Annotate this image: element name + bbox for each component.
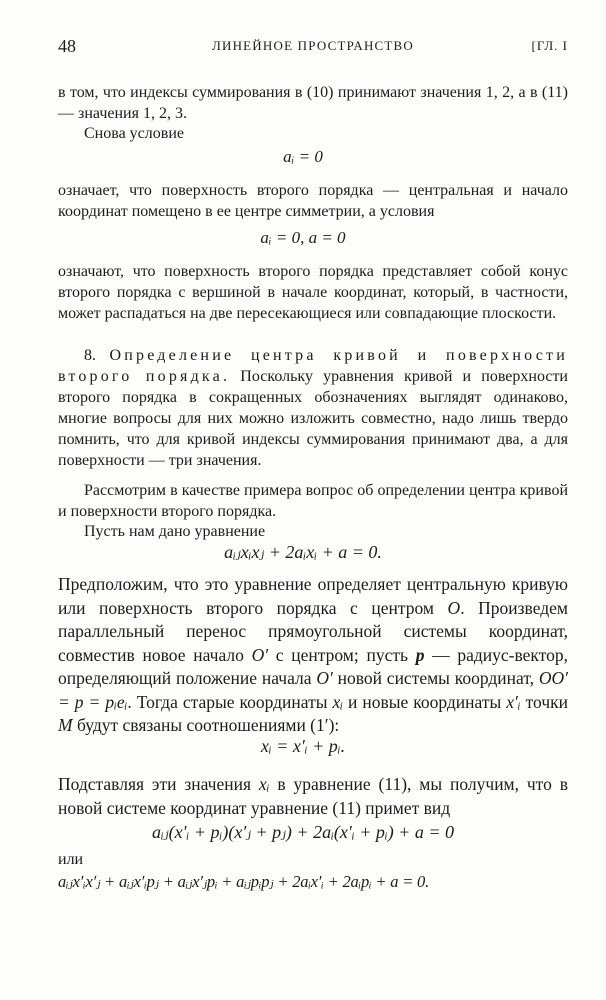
p8-text-f: . Тогда старые координаты xyxy=(127,691,333,712)
paragraph-5 xyxy=(58,345,568,471)
section-number: 8. xyxy=(84,347,110,364)
running-title: ЛИНЕЙНОЕ ПРОСТРАНСТВО xyxy=(211,38,415,53)
section-title: Определение центра кривой и поверхности второго порядка. xyxy=(58,347,569,385)
formula-4: xᵢ = x′ᵢ + pᵢ. xyxy=(260,736,346,756)
paragraph-7: Пусть нам дано уравнение xyxy=(84,523,266,540)
paragraph-4: означают, что поверхность второго порядка представляет собой конус второго порядка с вершиной в начале координат, который, в частности, может распадаться на две пересекающиеся или совпадающие плоскости. xyxy=(58,263,568,322)
formula-3: aᵢⱼxᵢxⱼ + 2aᵢxᵢ + a = 0. xyxy=(224,542,382,562)
section-body: Поскольку уравнения кривой и поверхности второго порядка в сокращенных обозначениях выглядят одинаково, многие вопросы для них можно изложить совместно, надо лишь твердо помнить, что для кривой индексы суммирования принимают два, а для поверхности — три значения. xyxy=(58,368,568,469)
paragraph-9 xyxy=(58,773,568,820)
p8-text-a: Предположим, что это уравнение определяет центральную кривую или поверхность второго порядка с центром xyxy=(58,574,568,618)
formula-5: aᵢⱼ(x′ᵢ + pᵢ)(x′ⱼ + pⱼ) + 2aᵢ(x′ᵢ + pᵢ) + a = 0 xyxy=(152,822,454,842)
paragraph-8 xyxy=(58,573,568,738)
p8-text-h: точки xyxy=(520,691,568,712)
point-O: O xyxy=(447,597,461,618)
p9-text-b: в уравнение (11), мы получим, что в новой системе координат уравнение (11) примет вид xyxy=(58,774,568,818)
p9-xi: xᵢ xyxy=(258,774,270,794)
p8-text-c: с центром; пусть xyxy=(268,644,416,665)
formula-6: aᵢⱼx′ᵢx′ⱼ + aᵢⱼx′ᵢpⱼ + aᵢⱼx′ⱼpᵢ + aᵢⱼpᵢpⱼ + 2aᵢx′ᵢ + 2aᵢpᵢ + a = 0. xyxy=(58,872,430,891)
point-O-prime: O′ xyxy=(251,644,269,665)
formula-1: aᵢ = 0 xyxy=(283,147,323,166)
vector-equation: OO′ = p = pᵢeᵢ xyxy=(58,668,568,712)
point-M: M xyxy=(58,715,73,735)
p8-text-g: и новые координаты xyxy=(343,691,507,712)
p9-text-a: Подставляя эти значения xyxy=(58,774,259,794)
point-O-prime-2: O′ xyxy=(316,668,333,688)
p8-text-e: новой системы координат, xyxy=(332,668,539,688)
vector-p: p xyxy=(415,644,425,665)
new-coords: x′ᵢ xyxy=(506,691,521,712)
paragraph-10: или xyxy=(58,851,84,868)
p8-text-d: — радиус-вектор, определяющий положение начала xyxy=(58,644,568,688)
p8-text-i: будут связаны соотношениями (1′): xyxy=(72,715,340,735)
paragraph-1: в том, что индексы суммирования в (10) принимают значения 1, 2, а в (11) — значения 1, 2, 3. xyxy=(58,84,568,122)
page-header xyxy=(58,36,568,60)
page-number: 48 xyxy=(58,36,76,56)
paragraph-2: Снова условие xyxy=(84,125,184,142)
p8-text-b: . Произведем параллельный перенос прямоугольной системы координат, совместив новое начало xyxy=(58,597,568,665)
paragraph-6: Рассмотрим в качестве примера вопрос об определении центра кривой и поверхности второго порядка. xyxy=(58,482,568,520)
paragraph-3: означает, что поверхность второго порядка — центральная и начало координат помещено в ее центре симметрии, а условия xyxy=(58,182,568,220)
formula-2: aᵢ = 0, a = 0 xyxy=(260,228,346,247)
old-coords: xᵢ xyxy=(332,691,344,712)
chapter-label: [ГЛ. I xyxy=(531,38,568,53)
